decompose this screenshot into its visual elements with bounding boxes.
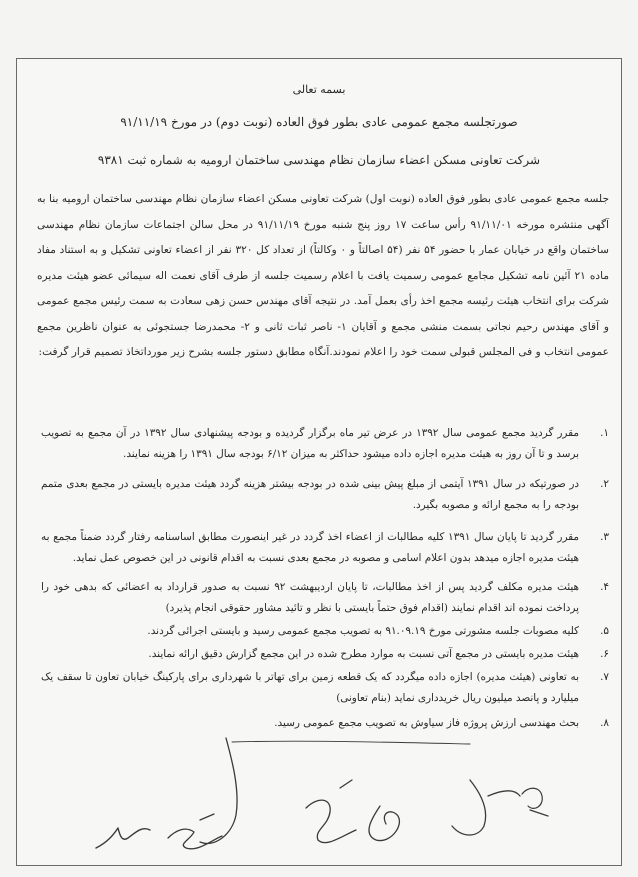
document-page bbox=[16, 58, 622, 866]
item-text: به تعاونی (هیئت مدیره) اجازه داده میگردد که یک قطعه زمین برای تهاتر با شهرداری برای پارکینگ خیابان تعاون تا سقف یک میلیارد و پانصد میلیون ریال خریدداری نماید (بنام تعاونی) bbox=[41, 671, 579, 704]
document-title: صورتجلسه مجمع عمومی عادی بطور فوق العاده (نوبت دوم) در مورخ ۹۱/۱۱/۱۹ bbox=[120, 115, 518, 129]
item-text: هیئت مدیره بایستی در مجمع آتی نسبت به موارد مطرح شده در این مجمع گزارش دقیق ارائه نمایند. bbox=[148, 648, 579, 660]
item-number: ۷. bbox=[600, 671, 609, 683]
resolution-item bbox=[41, 667, 611, 709]
item-number: ۶. bbox=[600, 648, 609, 660]
item-text: مقرر گردید مجمع عمومی سال ۱۳۹۲ در عرض تیر ماه برگزار گردیده و بودجه پیشنهادی سال ۱۳۹۲ در آن مجمع به تصویب برسد و تا آن روز به هیئت مدیره اجازه داده میشود حداکثر به میزان ۶/۱۲ بودجه سال ۱۳۹۱ را هزینه نمایند. bbox=[41, 427, 579, 460]
resolution-item bbox=[41, 527, 611, 569]
item-number: ۸. bbox=[600, 717, 609, 729]
resolution-item bbox=[41, 621, 611, 642]
item-text: مقرر گردید تا پایان سال ۱۳۹۱ کلیه مطالبات از اعضاء اخذ گردد در غیر اینصورت مطابق اساسنامه رفتار گردد ضمناً مجمع به هیئت مدیره اجازه میدهد بدون اعلام اسامی و مصوبه در مجمع بعدی نسبت به اقدام قانونی در این خصوص عمل نماید. bbox=[41, 531, 580, 564]
resolution-item bbox=[41, 577, 611, 619]
resolutions-list bbox=[41, 415, 611, 734]
resolution-item bbox=[41, 644, 611, 665]
bismillah-heading: بسمه تعالی bbox=[292, 83, 346, 96]
item-number: ۳. bbox=[600, 531, 609, 543]
item-number: ۲. bbox=[600, 478, 609, 490]
item-text: بحث مهندسی ارزش پروژه فاز سیاوش به تصویب مجمع عمومی رسید. bbox=[274, 717, 579, 729]
resolution-item bbox=[41, 474, 611, 516]
company-name: شرکت تعاونی مسکن اعضاء سازمان نظام مهندسی ساختمان ارومیه به شماره ثبت ۹۳۸۱ bbox=[97, 153, 541, 167]
item-text: در صورتیکه در سال ۱۳۹۱ آیتمی از مبلغ پیش بینی شده در بودجه بیشتر هزینه گردد هیئت مدیره بایستی در مجمع بعدی متمم بودجه را به مجمع ارائه و مصوبه بگیرد. bbox=[41, 478, 580, 511]
item-text: هیئت مدیره مکلف گردید پس از اخذ مطالبات، تا پایان اردیبهشت ۹۲ نسبت به صدور قرارداد به اعضائی که بدهی خود را پرداخت نموده اند اقدام نمایند (اقدام فوق حتماً بایستی با نظر و تائید مشاور حقوقی انجام پذیرد) bbox=[41, 581, 579, 614]
resolution-item bbox=[41, 423, 611, 465]
item-number: ۴. bbox=[600, 581, 609, 593]
item-text: کلیه مصوبات جلسه مشورتی مورخ ۹۱.۰۹.۱۹ به تصویب مجمع عمومی رسید و بایستی اجرائی گردند. bbox=[147, 625, 579, 637]
resolution-item bbox=[41, 713, 611, 734]
item-number: ۱. bbox=[600, 427, 609, 439]
intro-paragraph: جلسه مجمع عمومی عادی بطور فوق العاده (نوبت اول) شرکت تعاونی مسکن اعضاء سازمان نظام مهندسی ساختمان ارومیه بنا به آگهی منتشره مورخه ۹۱/۱۱/۰۱ رأس ساعت ۱۷ روز پنج شنبه مورخ ۹۱/۱۱/۱۹ در محل سالن اجتماعات سازمان نظام مهندسی ساختمان واقع در خیابان عمار با حضور ۵۴ نفر (۵۴ اصالتاً و ۰ وکالتاً) از تعداد کل ۳۲۰ نفر از اعضاء تعاونی تشکیل و به استناد مفاد ماده ۲۱ آئین نامه تشکیل مجامع عمومی رسمیت یافت با اعلام رسمیت جلسه از طرف آقای نعمت اله سیمائی عضو هیئت مدیره شرکت برای انتخاب هیئت رئیسه مجمع اخذ رأی بعمل آمد. در نتیجه آقای مهندس حسن زهی سعادت به سمت رئیس مجمع عمومی و آقای مهندس رحیم نجاتی بسمت منشی مجمع و آقایان ۱- ناصر ثبات ثانی و ۲- محمدرضا جستجوئی به عنوان ناظرین مجمع عمومی انتخاب و فی المجلس قبولی سمت خود را اعلام نمودند.آنگاه مطابق دستور جلسه بشرح زیر مورداتخاذ تصمیم قرار گرفت: bbox=[37, 193, 609, 358]
item-number: ۵. bbox=[600, 625, 609, 637]
